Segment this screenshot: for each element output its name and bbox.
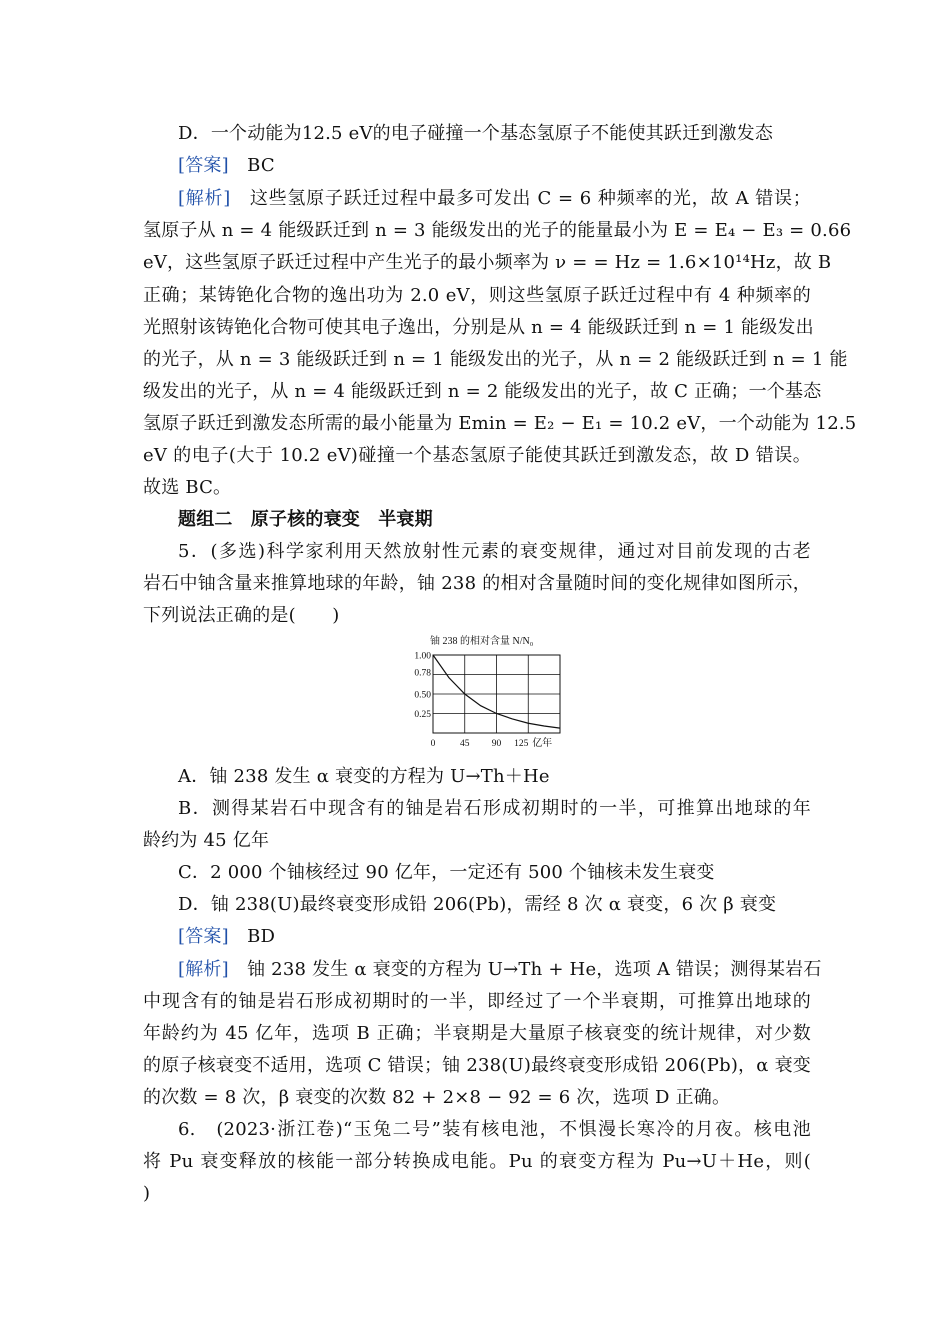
x-tick-label: 0 <box>430 739 436 749</box>
q4-answer <box>178 153 811 179</box>
q5-option-b: B．测得某岩石中现含有的铀是岩石形成初期时的一半，可推算出地球的年 <box>178 798 811 819</box>
y-tick-label: 0.25 <box>414 710 431 720</box>
uranium-decay-chart <box>400 633 575 751</box>
q6-stem-line: ) <box>143 1183 151 1204</box>
y-tick-label: 0.78 <box>414 668 431 679</box>
q5-stem-line: 下列说法正确的是( ) <box>143 605 340 626</box>
answer-value: BC <box>247 155 275 176</box>
q5-option-a: A．铀 238 发生 α 衰变的方程为 U→Th＋He <box>178 766 550 787</box>
q5-stem-line: 岩石中铀含量来推算地球的年龄，铀 238 的相对含量随时间的变化规律如图所示， <box>143 573 811 594</box>
answer-tag: [答案] <box>178 926 229 947</box>
q6-stem-line: 6. (2023·浙江卷)“玉兔二号”装有核电池，不惧漫长寒冷的月夜。核电池 <box>178 1119 811 1140</box>
q4-analysis-line: eV，这些氢原子跃迁过程中产生光子的最小频率为 ν = = Hz = 1.6×10¹⁴Hz，故 B <box>143 252 832 273</box>
q5-analysis-line: 的次数 = 8 次，β 衰变的次数 82 + 2×8 − 92 = 6 次，选项 D 正确。 <box>143 1087 731 1108</box>
answer-value: BD <box>247 926 276 947</box>
y-tick-label: 0.50 <box>414 690 431 701</box>
q5-option-b-cont: 龄约为 45 亿年 <box>143 830 270 851</box>
q4-analysis-line: 故选 BC。 <box>143 477 232 498</box>
q5-analysis-line: [解析] 铀 238 发生 α 衰变的方程为 U→Th + He，选项 A 错误；测得某岩石 <box>178 959 822 980</box>
q5-stem-line: 5．(多选)科学家利用天然放射性元素的衰变规律，通过对目前发现的古老 <box>178 541 811 562</box>
x-tick-label: 90 <box>491 739 502 749</box>
q6-stem-line: 将 Pu 衰变释放的核能一部分转换成电能。Pu 的衰变方程为 Pu→U＋He，则( <box>143 1151 811 1172</box>
q4-analysis-line: 正确；某铸铯化合物的逸出功为 2.0 eV，则这些氢原子跃迁过程中有 4 种频率的 <box>143 285 811 306</box>
answer-tag: [答案] <box>178 155 229 176</box>
y-tick-label: 1.00 <box>414 651 431 662</box>
q5-option-d: D．铀 238(U)最终衰变形成铅 206(Pb)，需经 8 次 α 衰变，6 次 β 衰变 <box>178 894 777 915</box>
q5-answer <box>178 924 811 950</box>
q5-analysis-line: 中现含有的铀是岩石形成初期时的一半，即经过了一个半衰期，可推算出地球的 <box>143 991 811 1012</box>
q4-option-d: D．一个动能为12.5 eV的电子碰撞一个基态氢原子不能使其跃迁到激发态 <box>178 123 774 144</box>
analysis-tag: [解析] <box>178 188 231 209</box>
q4-analysis-line: 的光子，从 n = 3 能级跃迁到 n = 1 能级发出的光子，从 n = 2 能级跃迁到 n = 1 能 <box>143 349 848 370</box>
q4-analysis-line: [解析] 这些氢原子跃迁过程中最多可发出 C = 6 种频率的光，故 A 错误； <box>178 188 811 209</box>
q4-analysis-line: eV 的电子(大于 10.2 eV)碰撞一个基态氢原子能使其跃迁到激发态，故 D 错误。 <box>143 445 811 466</box>
x-tick-label: 45 <box>460 739 470 749</box>
q5-analysis-line: 年龄约为 45 亿年，选项 B 正确；半衰期是大量原子核衰变的统计规律，对少数 <box>143 1023 811 1044</box>
q4-analysis-line: 氢原子从 n = 4 能级跃迁到 n = 3 能级发出的光子的能量最小为 E = E₄ − E₃ = 0.66 <box>143 220 852 241</box>
q5-analysis-line: 的原子核衰变不适用，选项 C 错误；铀 238(U)最终衰变形成铅 206(Pb)，α 衰变 <box>143 1055 811 1076</box>
q4-analysis-line: 氢原子跃迁到激发态所需的最小能量为 Emin = E₂ − E₁ = 10.2 eV，一个动能为 12.5 <box>143 413 857 434</box>
analysis-tag: [解析] <box>178 959 229 980</box>
x-tick-label: 125 <box>514 739 529 749</box>
section-title: 题组二 原子核的衰变 半衰期 <box>178 509 433 530</box>
q4-analysis-line: 级发出的光子，从 n = 4 能级跃迁到 n = 2 能级发出的光子，故 C 正确；一个基态 <box>143 381 822 402</box>
chart-title: 铀 238 的相对含量 N/N₀ <box>430 636 534 647</box>
q5-option-c: C．2 000 个铀核经过 90 亿年，一定还有 500 个铀核未发生衰变 <box>178 862 715 883</box>
x-axis-unit-label: 亿年 <box>532 738 553 749</box>
q4-analysis-line: 光照射该铸铯化合物可使其电子逸出，分别是从 n = 4 能级跃迁到 n = 1 能级发出 <box>143 317 814 338</box>
